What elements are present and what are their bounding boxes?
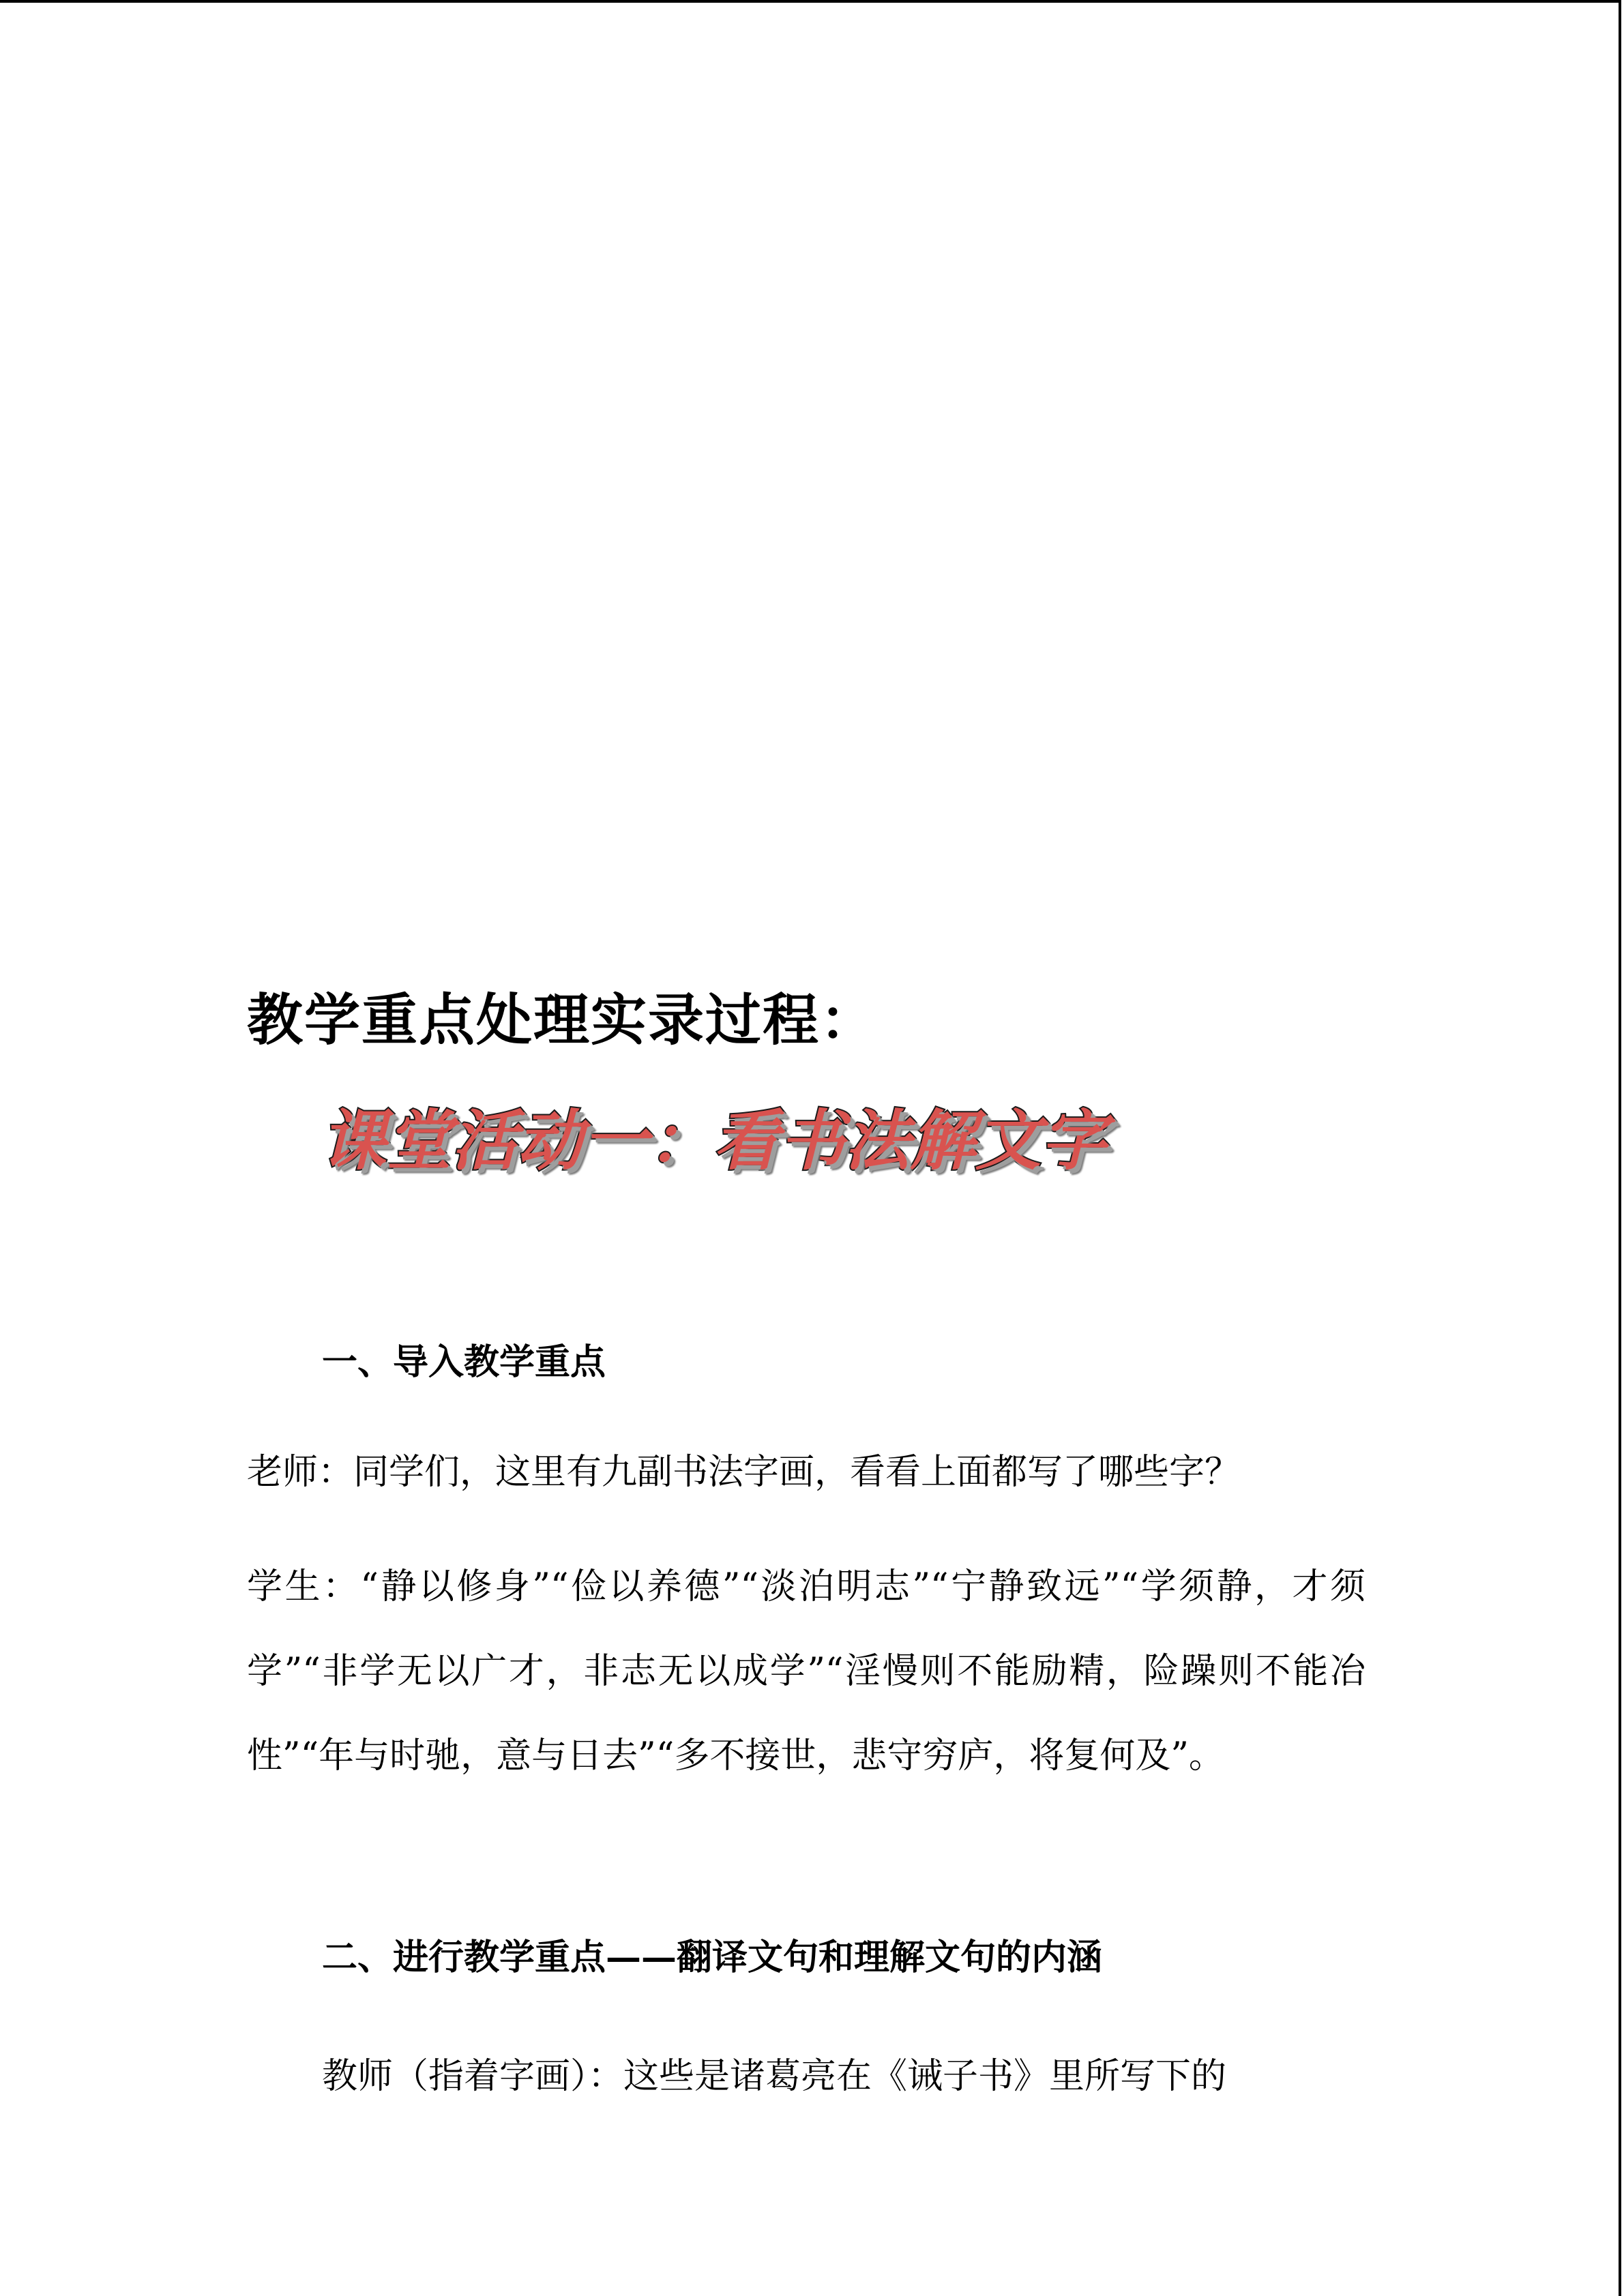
section-heading-1: 一、导入教学重点 (322, 1341, 606, 1383)
activity-title: 课堂活动一：看书法解文字 (321, 1102, 1106, 1179)
teacher-paragraph-2: 教师（指着字画）：这些是诸葛亮在《诫子书》里所写下的 (322, 2056, 1227, 2097)
student-paragraph: 学生：“静以修身”“俭以养德”“淡泊明志”“宁静致远”“学须静，才须学”“非学无以广才，非志无以成学”“淫慢则不能励精，险躁则不能冶性”“年与时驰，意与日去”“多不接世，悲守穷庐，将复何及”。 (247, 1566, 1365, 1776)
section-heading-2: 二、进行教学重点——翻译文句和理解文句的内涵 (322, 1937, 1103, 1978)
document-title: 教学重点处理实录过程： (247, 987, 878, 1053)
teacher-paragraph: 老师：同学们，这里有九副书法字画，看看上面都写了哪些字？ (247, 1452, 1241, 1493)
